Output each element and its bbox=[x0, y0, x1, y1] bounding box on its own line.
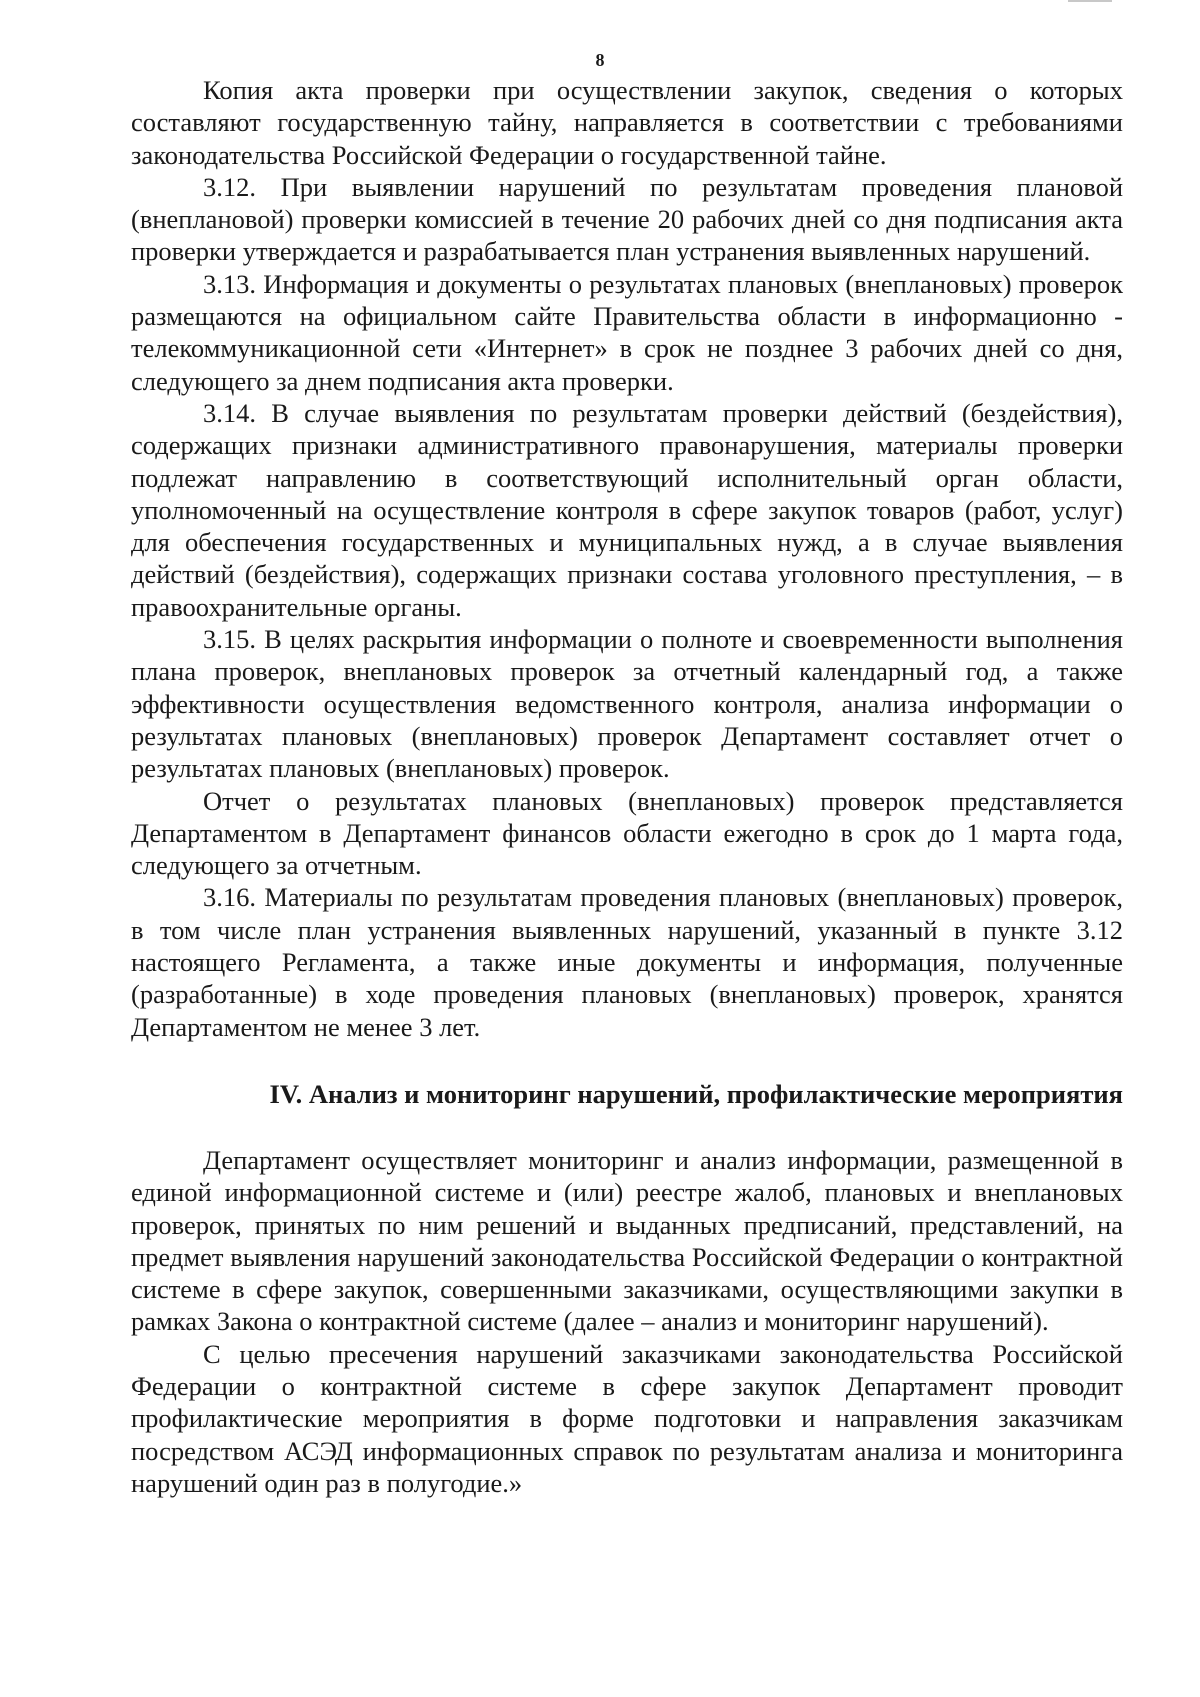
paragraph-monitoring: Департамент осуществляет мониторинг и анализ информации, размещенной в единой информационной системе и (или) реестре жалоб, плановых и внеплановых проверок, принятых по ним решений и выданных предписаний, представлений, на предмет выявления нарушений законодательства Российской Федерации о контрактной системе в сфере закупок, совершенными заказчиками, осуществляющими закупки в рамках Закона о контрактной системе (далее – анализ и мониторинг нарушений). bbox=[131, 1144, 1123, 1337]
paragraph-prevention: С целью пресечения нарушений заказчиками законодательства Российской Федерации о контрактной системе в сфере закупок Департамент проводит профилактические мероприятия в форме подготовки и направления заказчикам посредством АСЭД информационных справок по результатам анализа и мониторинга нарушений один раз в полугодие.» bbox=[131, 1338, 1123, 1498]
page-number: 8 bbox=[595, 50, 605, 70]
paragraph-3-14: 3.14. В случае выявления по результатам проверки действий (бездействия), содержащих признаки административного правонарушения, материалы проверки подлежат направлению в соответствующий исполнительный орган области, уполномоченный на осуществление контроля в сфере закупок товаров (работ, услуг) для обеспечения государственных и муниципальных нужд, а в случае выявления действий (бездействия), содержащих признаки состава уголовного преступления, – в правоохранительные органы. bbox=[131, 397, 1123, 622]
paragraph-3-13: 3.13. Информация и документы о результатах плановых (внеплановых) проверок размещаются на официальном сайте Правительства области в информационно - телекоммуникационной сети «Интернет» в срок не позднее 3 рабочих дней со дня, следующего за днем подписания акта проверки. bbox=[131, 268, 1123, 396]
document-body bbox=[131, 74, 1123, 1499]
paragraph-3-12: 3.12. При выявлении нарушений по результатам проведения плановой (внеплановой) проверки комиссией в течение 20 рабочих дней со дня подписания акта проверки утверждается и разрабатывается план устранения выявленных нарушений. bbox=[131, 171, 1123, 267]
paragraph-3-16: 3.16. Материалы по результатам проведения плановых (внеплановых) проверок, в том числе план устранения выявленных нарушений, указанный в пункте 3.12 настоящего Регламента, а также иные документы и информация, полученные (разработанные) в ходе проведения плановых (внеплановых) проверок, хранятся Департаментом не менее 3 лет. bbox=[131, 882, 1123, 1042]
paragraph-state-secret-copy: Копия акта проверки при осуществлении закупок, сведения о которых составляют государственную тайну, направляется в соответствии с требованиями законодательства Российской Федерации о государственной тайне. bbox=[131, 75, 1123, 170]
scan-artifact-mark bbox=[1068, 0, 1112, 2]
paragraph-annual-report: Отчет о результатах плановых (внеплановых) проверок представляется Департаментом в Департамент финансов области ежегодно в срок до 1 марта года, следующего за отчетным. bbox=[131, 785, 1123, 881]
section-heading-iv: IV. Анализ и мониторинг нарушений, профилактические мероприятия bbox=[269, 1078, 1123, 1109]
paragraph-3-15: 3.15. В целях раскрытия информации о полноте и своевременности выполнения плана проверок, внеплановых проверок за отчетный календарный год, а также эффективности осуществления ведомственного контроля, анализа информации о результатах плановых (внеплановых) проверок Департамент составляет отчет о результатах плановых (внеплановых) проверок. bbox=[131, 624, 1123, 784]
